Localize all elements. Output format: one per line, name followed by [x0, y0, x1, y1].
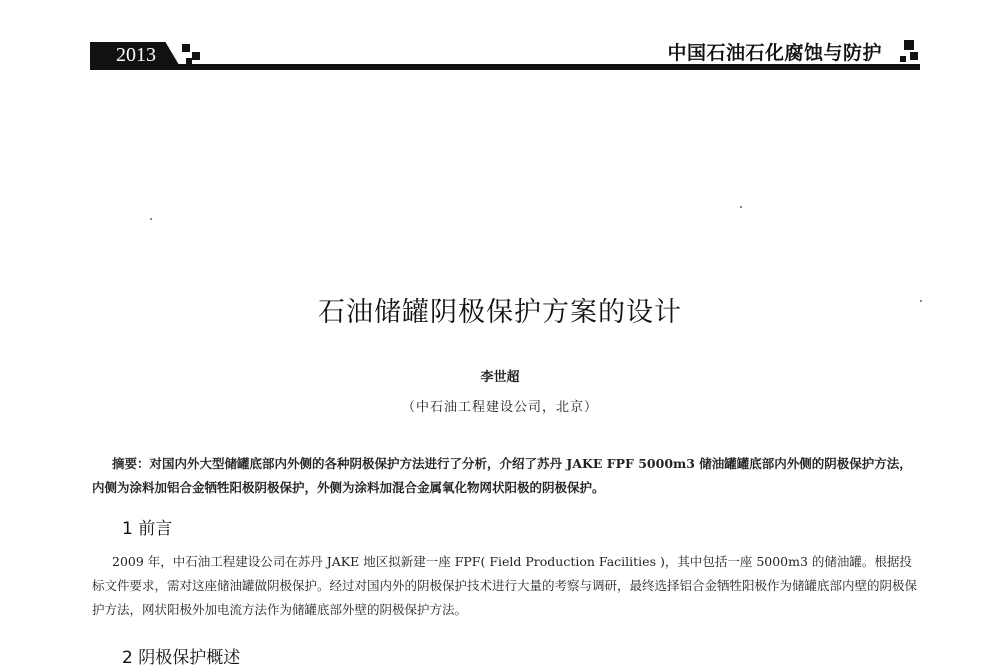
section-1-text: 2009 年，中石油工程建设公司在苏丹 JAKE 地区拟新建一座 FPF( Field Production Facilities )，其中包括一座 5000m3 的储油罐。根据投标文件要求，需对这座储油罐做阴极保护。经过对国内外的阴极保护技术进行大量的考察与调研，最终选择铝合金牺牲阳极作为储罐底部内壁的阴极保护方法，网状阳极外加电流方法作为储罐底部外壁的阴极保护方法。	[92, 554, 918, 617]
decorative-square-icon	[186, 58, 192, 64]
author-affiliation: （中石油工程建设公司，北京）	[401, 400, 598, 415]
scan-speck	[740, 206, 742, 208]
journal-title: 中国石油石化腐蚀与防护	[667, 42, 882, 64]
scan-speck	[150, 218, 152, 220]
decorative-square-icon	[192, 52, 200, 60]
decorative-square-icon	[182, 44, 190, 52]
decorative-square-icon	[900, 56, 906, 62]
section-heading-intro: 1 前言	[122, 519, 173, 539]
abstract-text: 对国内外大型储罐底部内外侧的各种阴极保护方法进行了分析，介绍了苏丹 JAKE FPF 5000m3 储油罐罐底部内外侧的阴极保护方法，内侧为涂料加铝合金牺牲阳极阴极保护，外侧为涂料加混合金属氧化物网状阳极的阴极保护。	[92, 456, 912, 495]
issue-year: 2013	[116, 44, 156, 66]
decorative-square-icon	[904, 40, 914, 50]
section-paragraph	[92, 550, 922, 622]
section-heading-overview: 2 阴极保护概述	[122, 648, 241, 668]
author-name: 李世超	[480, 370, 520, 385]
decorative-square-icon	[910, 52, 918, 60]
abstract	[92, 452, 922, 500]
abstract-label: 摘要：	[112, 456, 150, 471]
article-title: 石油储罐阴极保护方案的设计	[318, 297, 682, 328]
